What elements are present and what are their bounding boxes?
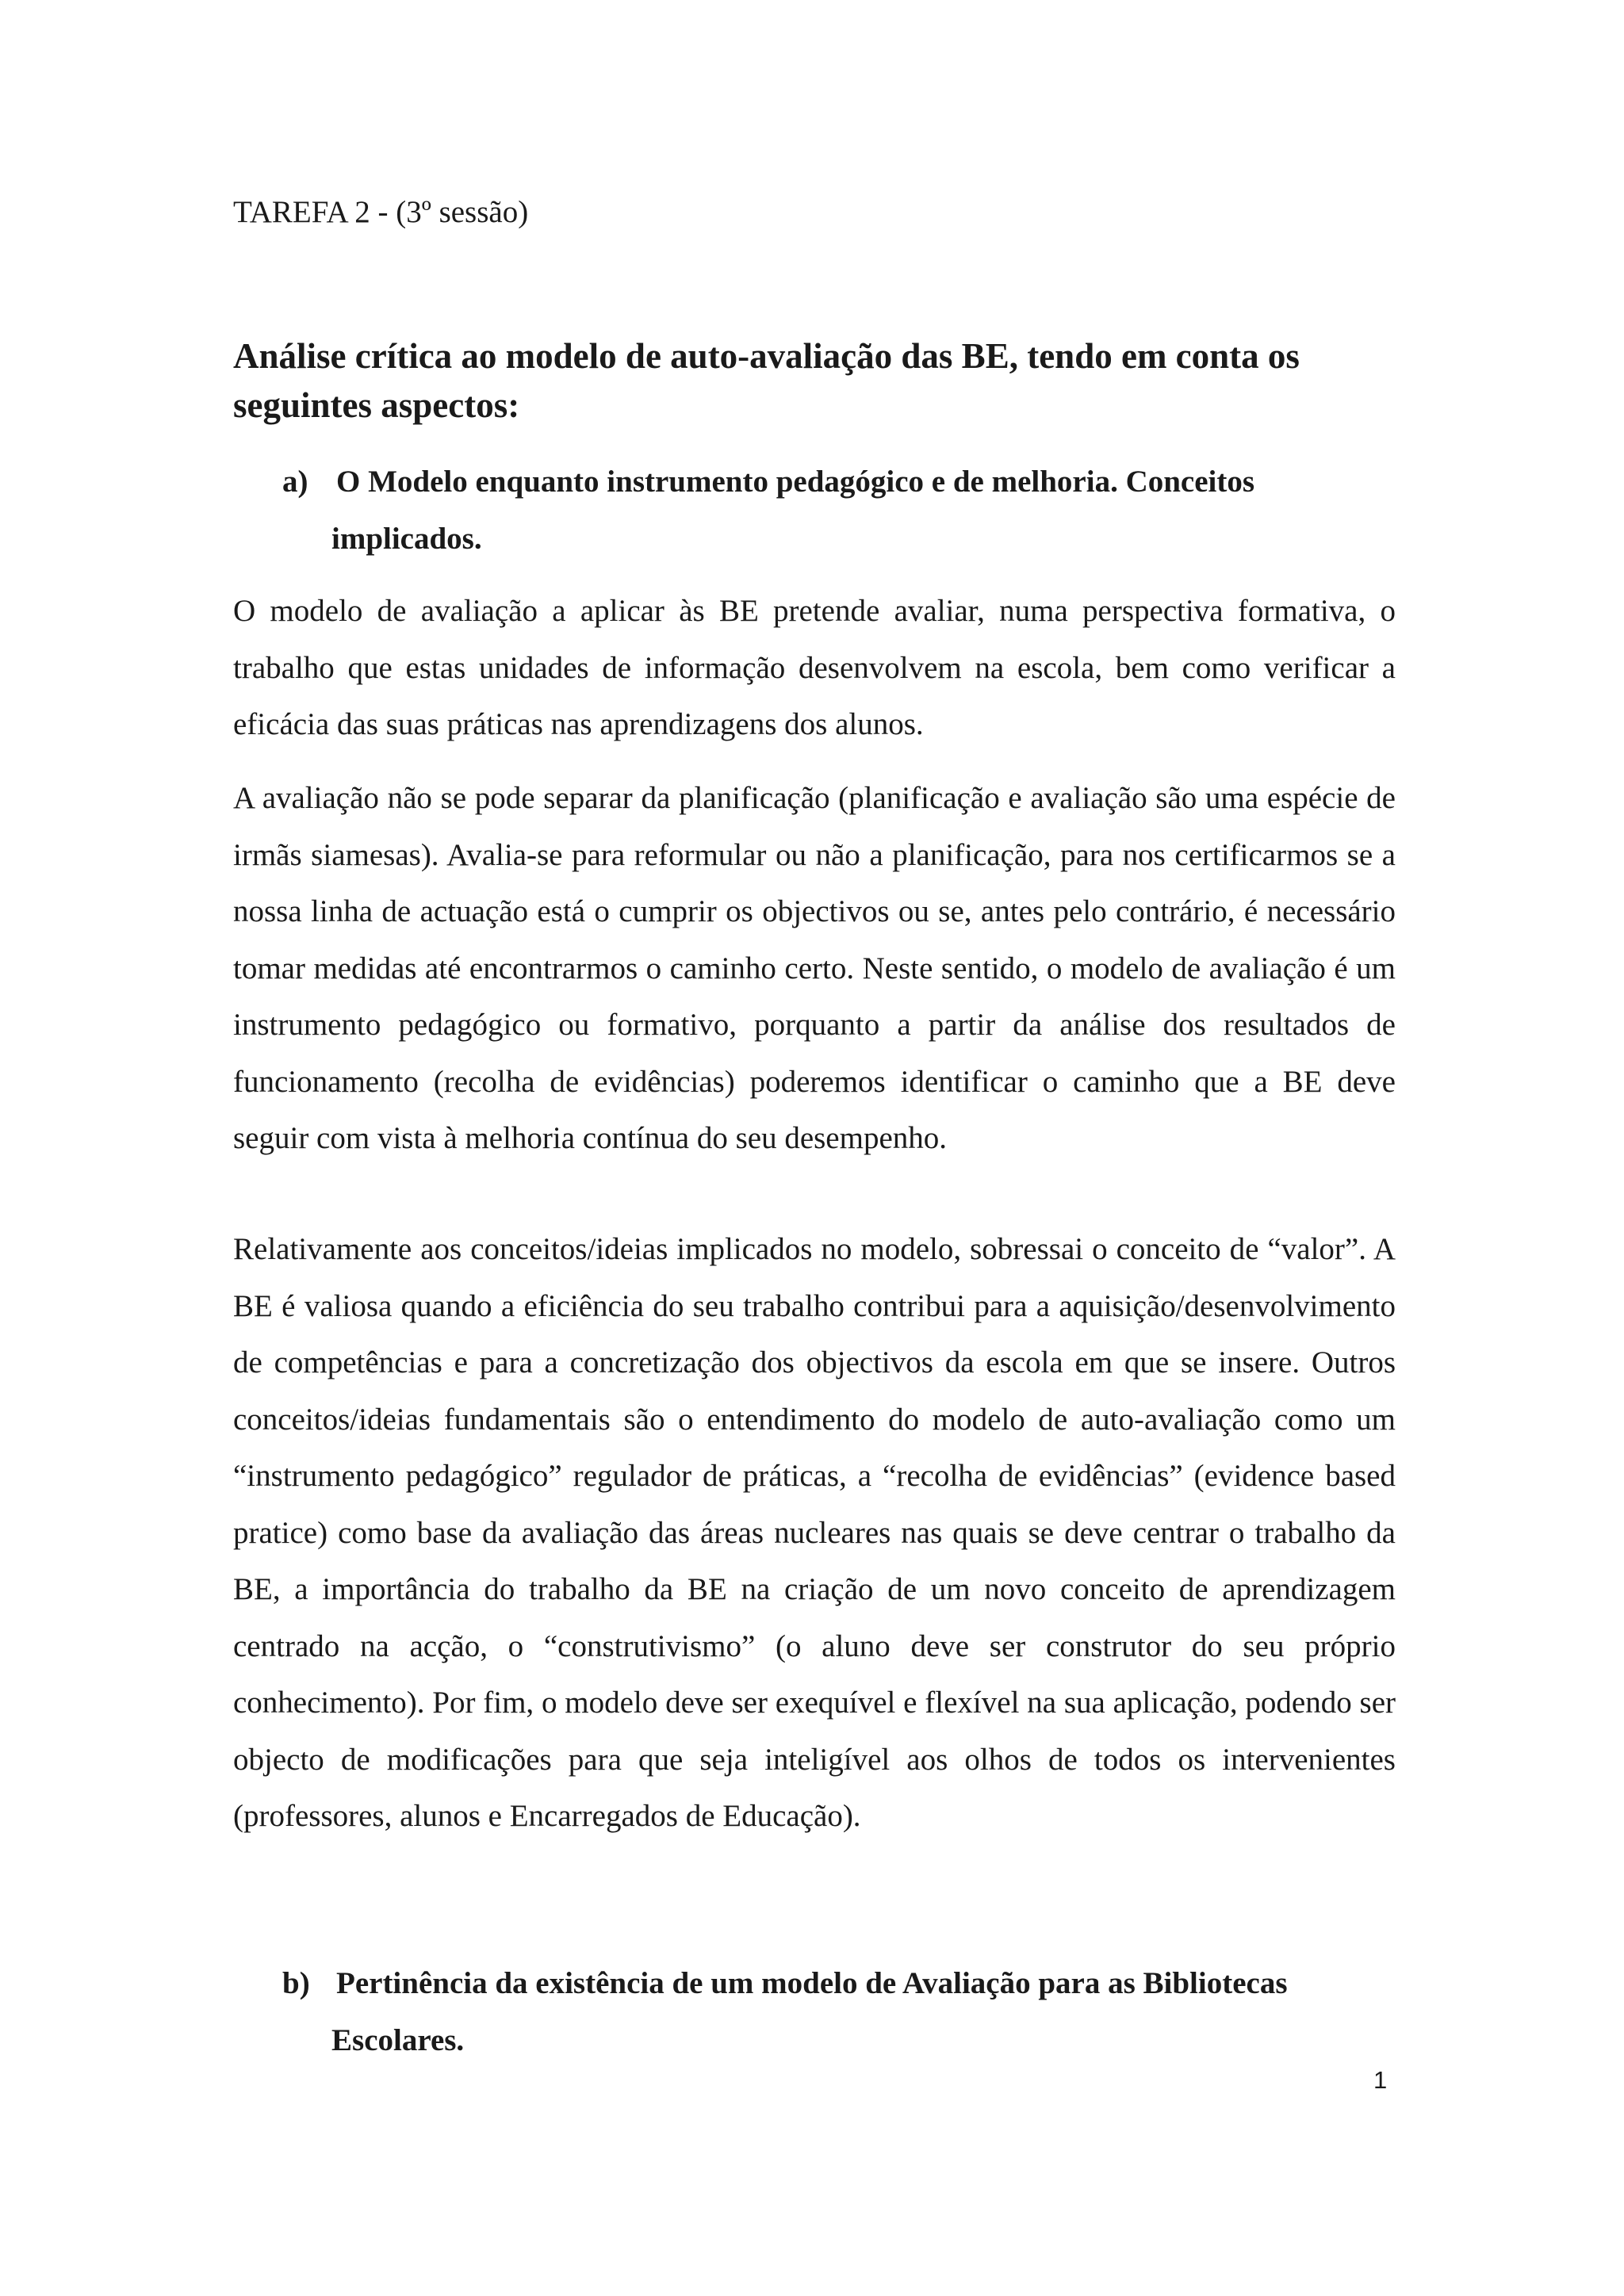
section-b-title-line1: Pertinência da existência de um modelo de Avaliação para as Bibliotecas [336, 1966, 1288, 2000]
section-b-marker: b) [282, 1966, 310, 2000]
section-a-heading [282, 453, 1408, 568]
section-a-title-line1: O Modelo enquanto instrumento pedagógico e de melhoria. Conceitos [336, 465, 1255, 499]
section-b-heading [282, 1955, 1408, 2069]
paragraph-3: Relativamente aos conceitos/ideias implicados no modelo, sobressai o conceito de “valor”. A BE é valiosa quando a eficiência do seu trabalho contribui para a aquisição/desenvolvimento de competências e para a concretização dos objectivos da escola em que se insere. Outros conceitos/ideias fundamentais são o entendimento do modelo de auto-avaliação como um “instrumento pedagógico” regulador de práticas, a “recolha de evidências” (evidence based pratice) como base da avaliação das áreas nucleares nas quais se deve centrar o trabalho da BE, a importância do trabalho da BE na criação de um novo conceito de aprendizagem centrado na acção, o “construtivismo” (o aluno deve ser construtor do seu próprio conhecimento). Por fim, o modelo deve ser exequível e flexível na sua aplicação, podendo ser objecto de modificações para que seja inteligível aos olhos de todos os intervenientes (professores, alunos e Encarregados de Educação). [233, 1232, 1396, 1833]
page-number: 1 [1373, 2066, 1388, 2094]
paragraph-1: O modelo de avaliação a aplicar às BE pretende avaliar, numa perspectiva formativa, o trabalho que estas unidades de informação desenvolvem na escola, bem como verificar a eficácia das suas práticas nas aprendizagens dos alunos. [233, 594, 1396, 741]
section-a-marker: a) [282, 465, 308, 499]
header-line: TAREFA 2 - (3º sessão) [233, 195, 529, 229]
page-title: Análise crítica ao modelo de auto-avaliação das BE, tendo em conta os seguintes aspectos: [233, 336, 1300, 425]
section-b-title-line2: Escolares. [331, 2023, 465, 2057]
paragraph-2: A avaliação não se pode separar da planificação (planificação e avaliação são uma espécie de irmãs siamesas). Avalia-se para reformular ou não a planificação, para nos certificarmos se a nossa linha de actuação está o cumprir os objectivos ou se, antes pelo contrário, é necessário tomar medidas até encontrarmos o caminho certo. Neste sentido, o modelo de avaliação é um instrumento pedagógico ou formativo, porquanto a partir da análise dos resultados de funcionamento (recolha de evidências) poderemos identificar o caminho que a BE deve seguir com vista à melhoria contínua do seu desempenho. [233, 781, 1396, 1155]
section-a-title-line2: implicados. [331, 522, 482, 556]
